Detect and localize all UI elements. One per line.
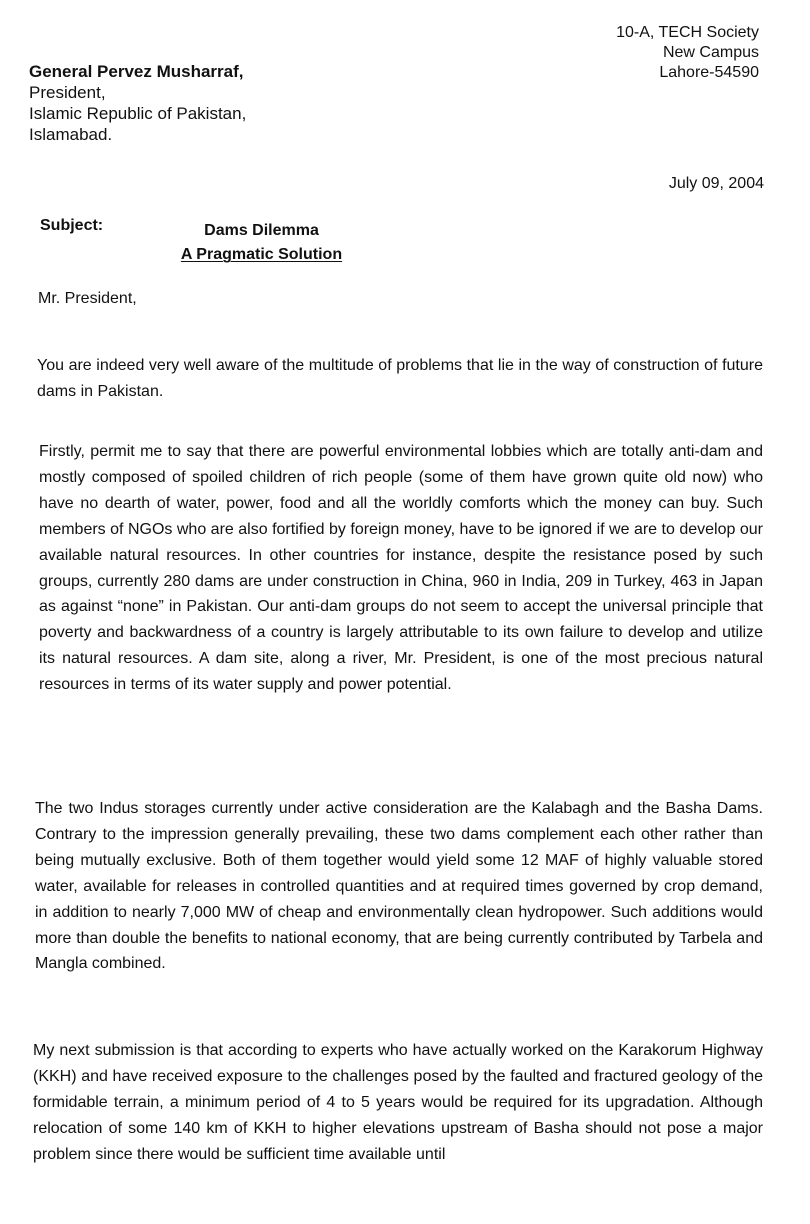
subject-title-line1: Dams Dilemma bbox=[204, 222, 319, 239]
recipient-title: President, bbox=[29, 83, 106, 102]
body-paragraph: My next submission is that according to experts who have actually worked on the Karakorum Highway (KKH) and have received exposure to the challenges posed by the faulted and fractured geology of the formidable terrain, a minimum period of 4 to 5 years would be required for its upgradation. Although relocation of some 140 km of KKH to higher elevations upstream of Basha should not pose a major problem since there would be sufficient time available until bbox=[33, 1042, 763, 1163]
recipient-address bbox=[29, 61, 246, 145]
subject-title bbox=[174, 219, 349, 267]
sender-address-line: New Campus bbox=[662, 44, 759, 61]
recipient-city: Islamabad. bbox=[29, 125, 113, 144]
sender-address bbox=[616, 23, 759, 83]
subject-title-line2: A Pragmatic Solution bbox=[180, 246, 343, 263]
body-paragraph: Firstly, permit me to say that there are powerful environmental lobbies which are totally anti-dam and mostly composed of spoiled children of rich people (some of them have grown quite old now) who have no dearth of water, power, food and all the worldly comforts which the money can buy. Such members of NGOs who are also fortified by foreign money, have to be ignored if we are to develop our available natural resources. In other countries for instance, despite the resistance posed by such groups, currently 280 dams are under construction in China, 960 in India, 209 in Turkey, 463 in Japan as against “none” in Pakistan. Our anti-dam groups do not seem to accept the universal principle that poverty and backwardness of a country is largely attributable to its own failure to develop and utilize its natural resources. A dam site, along a river, Mr. President, is one of the most precious natural resources in terms of its water supply and power potential. bbox=[39, 443, 763, 694]
subject-label: Subject: bbox=[40, 217, 104, 234]
salutation: Mr. President, bbox=[38, 290, 137, 307]
sender-address-line: 10-A, TECH Society bbox=[616, 24, 759, 41]
letter-date: July 09, 2004 bbox=[668, 175, 764, 192]
recipient-name: General Pervez Musharraf, bbox=[29, 62, 244, 81]
body-paragraph: You are indeed very well aware of the multitude of problems that lie in the way of construction of future dams in Pakistan. bbox=[37, 357, 763, 400]
recipient-country: Islamic Republic of Pakistan, bbox=[29, 104, 247, 123]
body-paragraph: The two Indus storages currently under active consideration are the Kalabagh and the Basha Dams. Contrary to the impression generally prevailing, these two dams complement each other rather than being mutually exclusive. Both of them together would yield some 12 MAF of highly valuable stored water, available for releases in controlled quantities and at required times governed by crop demand, in addition to nearly 7,000 MW of cheap and environmentally clean hydropower. Such additions would more than double the benefits to national economy, that are being currently contributed by Tarbela and Mangla combined. bbox=[35, 800, 763, 973]
sender-address-line: Lahore-54590 bbox=[659, 64, 759, 81]
